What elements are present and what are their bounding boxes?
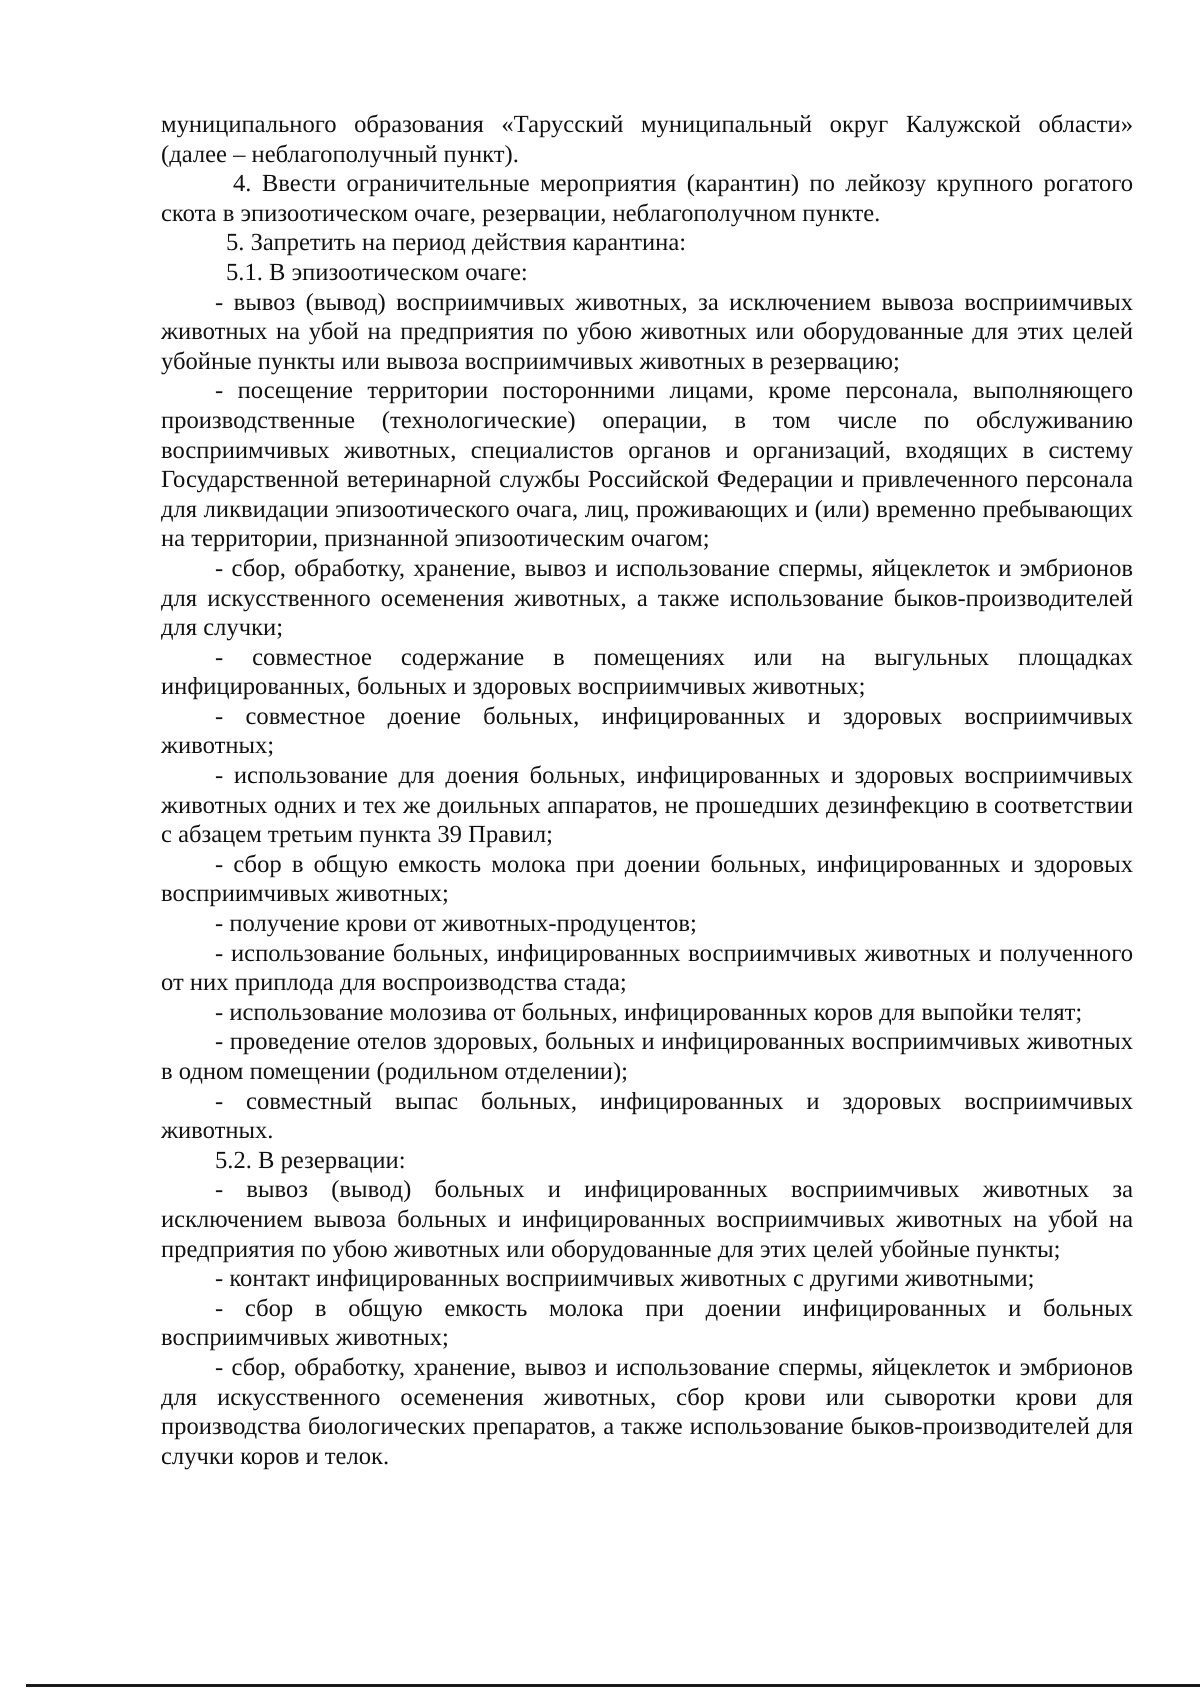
document-body [161, 110, 1133, 1471]
paragraph-item-5: 5. Запретить на период действия карантина: [226, 229, 687, 257]
list-item: - сбор в общую емкость молока при доении инфицированных и больных восприимчивых животных; [161, 1294, 1133, 1352]
bottom-divider [26, 1684, 1200, 1687]
list-item: - сбор в общую емкость молока при доении больных, инфицированных и здоровых восприимчивых животных; [161, 850, 1133, 908]
paragraph-item-4: 4. Ввести ограничительные мероприятия (карантин) по лейкозу крупного рогатого скота в эпизоотическом очаге, резервации, неблагополучном пункте. [161, 170, 1133, 227]
list-item: - посещение территории посторонними лицами, кроме персонала, выполняющего производственные (технологические) операции, в том числе по обслуживанию восприимчивых животных, специалистов органов и организаций, входящих в систему Государственной ветеринарной службы Российской Федерации и привлеченного персонала для ликвидации эпизоотического очага, лиц, проживающих и (или) временно пребывающих на территории, признанной эпизоотическим очагом; [161, 377, 1133, 553]
list-item: - сбор, обработку, хранение, вывоз и использование спермы, яйцеклеток и эмбрионов для искусственного осеменения животных, а также использование быков-производителей для случки; [161, 554, 1133, 642]
paragraph-continuation: муниципального образования «Тарусский муниципальный округ Калужской области» (далее – неблагополучный пункт). [161, 111, 1133, 168]
list-item: - использование больных, инфицированных восприимчивых животных и полученного от них приплода для воспроизводства стада; [161, 939, 1133, 997]
list-item: - совместное доение больных, инфицированных и здоровых восприимчивых животных; [161, 702, 1133, 760]
list-item: - совместный выпас больных, инфицированных и здоровых восприимчивых животных. [161, 1087, 1133, 1145]
list-item: - использование молозива от больных, инфицированных коров для выпойки телят; [215, 998, 1083, 1026]
list-item: - проведение отелов здоровых, больных и инфицированных восприимчивых животных в одном помещении (родильном отделении); [161, 1028, 1133, 1085]
list-item: - вывоз (вывод) восприимчивых животных, за исключением вывоза восприимчивых животных на убой на предприятия по убою животных или оборудованные для этих целей убойные пункты или вывоза восприимчивых животных в резервацию; [161, 288, 1133, 375]
list-item: - контакт инфицированных восприимчивых животных с другими животными; [215, 1265, 1035, 1293]
subheading-5-2: 5.2. В резервации: [215, 1146, 406, 1174]
subheading-5-1: 5.1. В эпизоотическом очаге: [226, 258, 528, 286]
list-item: - вывоз (вывод) больных и инфицированных восприимчивых животных за исключением вывоза больных и инфицированных восприимчивых животных на убой на предприятия по убою животных или оборудованные для этих целей убойные пункты; [161, 1176, 1133, 1263]
list-item: - сбор, обработку, хранение, вывоз и использование спермы, яйцеклеток и эмбрионов для искусственного осеменения животных, сбор крови или сыворотки крови для производства биологических препаратов, а также использование быков-производителей для случки коров и телок. [161, 1353, 1133, 1470]
list-item: - использование для доения больных, инфицированных и здоровых восприимчивых животных одних и тех же доильных аппаратов, не прошедших дезинфекцию в соответствии с абзацем третьим пункта 39 Правил; [161, 762, 1133, 849]
list-item: - совместное содержание в помещениях или на выгульных площадках инфицированных, больных и здоровых восприимчивых животных; [161, 643, 1133, 701]
list-item: - получение крови от животных-продуцентов; [215, 910, 697, 938]
